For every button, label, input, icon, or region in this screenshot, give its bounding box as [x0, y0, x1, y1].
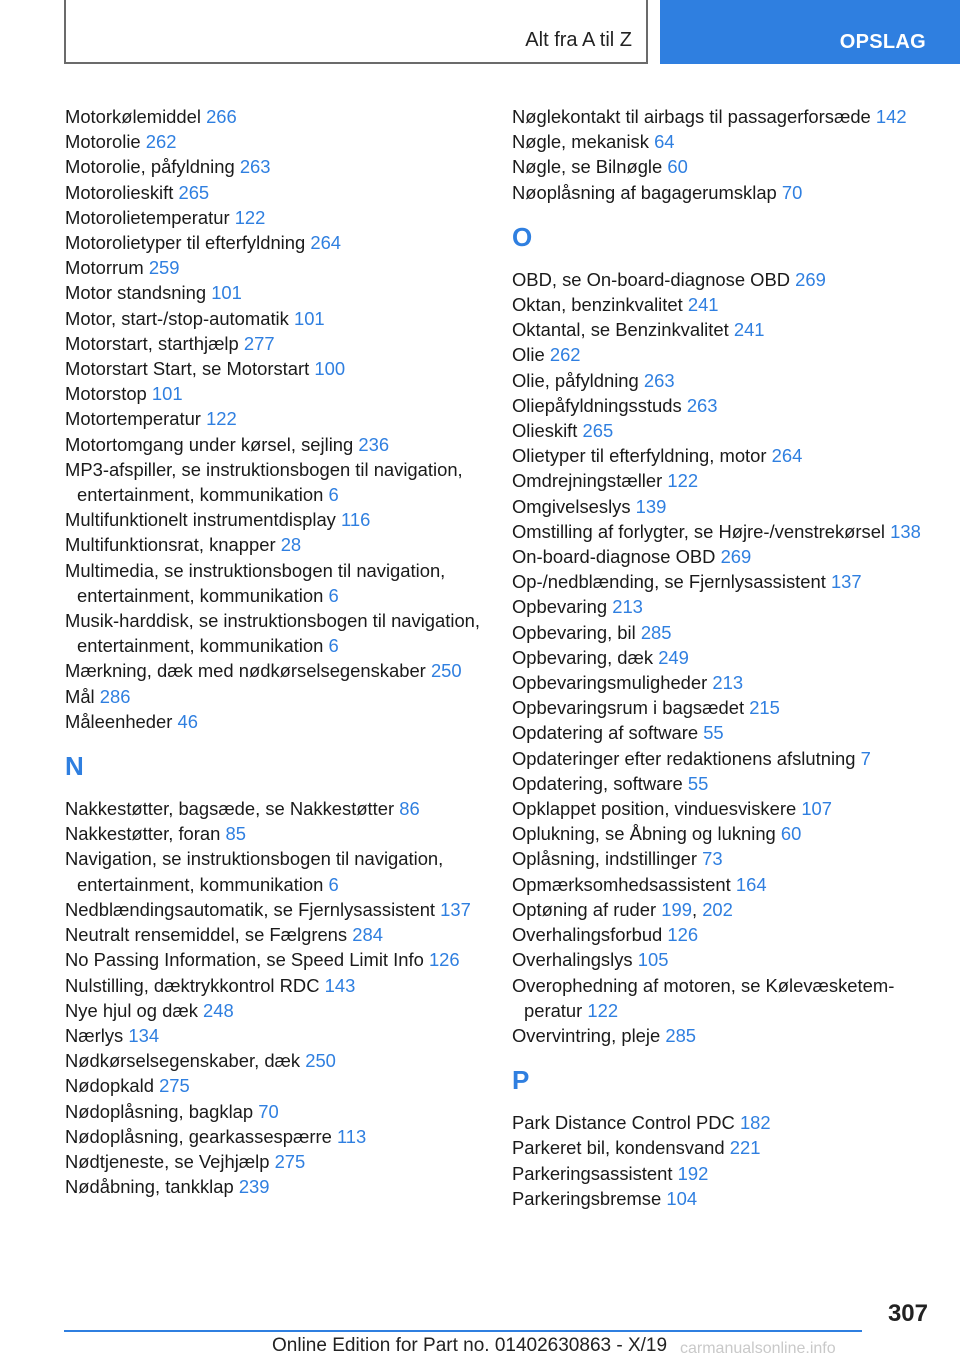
index-entry: [512, 645, 932, 670]
index-column-left: [65, 104, 485, 1199]
index-entry: [65, 1149, 485, 1174]
index-entry-text: Motorstart, starthjælp: [65, 332, 239, 354]
page-link[interactable]: 259: [148, 257, 180, 279]
page-link[interactable]: 134: [128, 1024, 160, 1046]
index-entry-text: Nøgle, mekanisk: [512, 131, 649, 153]
index-entry-text: Opdatering af software: [512, 722, 699, 744]
index-entry: Optøning af ruder 199, 202: [512, 898, 733, 920]
index-entry: [65, 406, 485, 431]
page-link[interactable]: 101: [211, 282, 242, 304]
index-entry-text: Olie, påfyldning: [512, 369, 639, 391]
index-entry: [65, 684, 485, 709]
page-link[interactable]: 104: [666, 1187, 698, 1209]
index-entry-text: Olietyper til efterfyldning, motor: [512, 445, 767, 467]
index-entry-text: Motorolietemperatur: [65, 206, 230, 228]
index-entry: [512, 129, 932, 154]
index-entry-text: No Passing Information, se Speed Limit Info: [65, 949, 424, 971]
index-entry: [65, 306, 485, 331]
page-link[interactable]: 73: [702, 848, 723, 870]
page-link[interactable]: 236: [358, 433, 390, 455]
index-entry-text: Motortemperatur: [65, 408, 201, 430]
index-entry-text: Park Distance Control PDC: [512, 1112, 735, 1134]
index-entry-text: Overhalingsforbud: [512, 924, 663, 946]
index-entry: [512, 670, 932, 695]
index-entry-text: Opbevaring: [512, 596, 608, 618]
index-entry: [65, 821, 485, 846]
page-link[interactable]: 285: [665, 1024, 697, 1046]
index-entry-text: Musik-harddisk, se instruktionsbogen til navigation, entertainment, kommunikation: [65, 610, 481, 657]
index-entry: [65, 897, 485, 922]
index-entry-text: Oplukning, se Åbning og lukning: [512, 823, 776, 845]
page-link[interactable]: 60: [667, 156, 688, 178]
index-entry-text: Parkeringsassistent: [512, 1162, 673, 1184]
page-link[interactable]: 269: [720, 546, 752, 568]
page-link[interactable]: 70: [258, 1100, 279, 1122]
page-link[interactable]: 182: [739, 1112, 771, 1134]
index-entry-text: Oliepåfyldningsstuds: [512, 394, 682, 416]
index-entry: [65, 104, 485, 129]
page-link[interactable]: 266: [206, 106, 237, 127]
page-link[interactable]: 139: [635, 495, 667, 517]
index-entry-text: Motorolietyper til efterfyldning: [65, 232, 306, 254]
index-entry: [65, 230, 485, 255]
page-link[interactable]: 138: [890, 520, 921, 542]
index-entry: [65, 205, 485, 230]
index-entry-text: Opbevaringsmuligheder: [512, 672, 708, 694]
page-link[interactable]: 213: [712, 672, 744, 694]
index-entry: [512, 267, 932, 292]
page-link[interactable]: 137: [440, 898, 471, 920]
index-entry: [65, 1048, 485, 1073]
index-entry: [512, 1135, 932, 1160]
index-entry: [512, 1023, 932, 1048]
page-link[interactable]: 116: [341, 509, 371, 531]
index-entry: [512, 771, 932, 796]
page-link[interactable]: 6: [328, 635, 339, 657]
page-link[interactable]: 263: [643, 369, 675, 391]
index-entry: [65, 658, 485, 683]
page-link[interactable]: 215: [749, 697, 780, 719]
index-entry-text: Multifunktionelt instrumentdisplay: [65, 509, 336, 531]
index-entry-text: Motorolie: [65, 131, 141, 153]
index-entry-text: Opmærksomhedsassistent: [512, 873, 731, 895]
index-entry-text: Nødtjeneste, se Vejhjælp: [65, 1150, 270, 1172]
index-entry: [512, 342, 932, 367]
section-letter: P: [512, 1065, 530, 1096]
index-entry: [512, 393, 932, 418]
index-entry-text: Nødåbning, tankklap: [65, 1176, 234, 1198]
index-entry-text: Omgivelseslys: [512, 495, 631, 517]
page-link[interactable]: 100: [314, 358, 346, 380]
index-entry: [65, 846, 485, 896]
index-entry: [512, 594, 932, 619]
index-entry-text: Olie: [512, 344, 545, 366]
section-letter: O: [512, 221, 533, 252]
index-entry: [65, 1099, 485, 1124]
index-entry: [65, 709, 485, 734]
page-link[interactable]: 286: [99, 685, 131, 707]
index-entry: [512, 1110, 932, 1135]
index-entry-text: Nakkestøtter, foran: [65, 823, 221, 845]
page-link[interactable]: 199: [661, 898, 692, 920]
index-entry: [512, 720, 932, 745]
index-entry-text: MP3-afspiller, se instruktionsbogen til navigation, entertainment, kommunikation: [65, 458, 463, 506]
index-entry-text: Måleenheder: [65, 710, 173, 732]
index-entry-text: OBD, se On-board-diagnose OBD: [512, 268, 791, 290]
index-entry-text: Motor, start-/stop-automatik: [65, 307, 289, 329]
section-letter: N: [65, 751, 84, 782]
watermark: carmanualsonline.info: [680, 1340, 836, 1357]
page-link[interactable]: 164: [735, 873, 767, 895]
index-entry: [65, 558, 485, 608]
page-number: 307: [887, 1300, 928, 1327]
index-entry: [65, 432, 485, 457]
page-link[interactable]: 262: [549, 344, 581, 366]
index-entry: [512, 317, 932, 342]
index-entry: [65, 608, 485, 658]
index-entry: [65, 180, 485, 205]
page-link[interactable]: 264: [310, 232, 342, 254]
page-link[interactable]: 60: [780, 823, 802, 845]
page-link[interactable]: 122: [667, 470, 699, 492]
index-entry: [65, 922, 485, 947]
page-link[interactable]: 101: [151, 383, 183, 405]
page-link[interactable]: 113: [336, 1125, 367, 1147]
index-entry: [512, 569, 932, 594]
index-entry-text: Op-/nedblænding, se Fjernlysassistent: [512, 571, 826, 593]
header-title: Alt fra A til Z: [525, 29, 632, 51]
index-entry-text: Omdrejningstæller: [512, 470, 663, 492]
index-entry-text: Motorolieskift: [65, 181, 174, 203]
page-link[interactable]: 285: [640, 621, 672, 643]
index-entry: [512, 368, 932, 393]
index-entry-text: Motor standsning: [65, 282, 207, 304]
index-entry: [65, 532, 485, 557]
page-link[interactable]: 265: [178, 181, 210, 203]
index-entry-text: Nulstilling, dæktrykkontrol RDC: [65, 974, 320, 996]
page-link[interactable]: 46: [177, 710, 198, 732]
index-entry: [65, 973, 485, 998]
page-link[interactable]: 263: [686, 394, 718, 416]
index-entry: [512, 1161, 932, 1186]
index-entry-text: Mærkning, dæk med nødkørselsegenskaber: [65, 660, 426, 682]
index-entry-text: Motorrum: [65, 257, 144, 279]
index-entry-text: Omstilling af forlygter, se Højre-/venstrekørsel: [512, 520, 886, 542]
index-entry-text: Nye hjul og dæk: [65, 999, 198, 1021]
index-entry-text: Olieskift: [512, 420, 578, 442]
page-link[interactable]: 284: [352, 924, 383, 946]
page-link[interactable]: 250: [305, 1050, 336, 1072]
page-link[interactable]: 241: [733, 319, 765, 341]
page-link[interactable]: 55: [703, 722, 724, 744]
index-entry-text: Nedblændingsautomatik, se Fjernlysassistent: [65, 898, 436, 920]
page-link[interactable]: 126: [428, 949, 460, 971]
index-entry-text: Optøning af ruder: [512, 898, 657, 920]
page-link[interactable]: 262: [145, 131, 177, 153]
index-entry: [512, 544, 932, 569]
index-entry: [65, 507, 485, 532]
index-entry: [512, 180, 932, 205]
header-tab-opslag[interactable]: [660, 0, 960, 64]
index-entry-text: Nødkørselsegenskaber, dæk: [65, 1050, 301, 1072]
index-entry: [512, 922, 932, 947]
page-link[interactable]: 250: [430, 660, 462, 682]
page-link[interactable]: 6: [328, 873, 339, 895]
page-link[interactable]: 277: [243, 332, 275, 354]
header-box: [64, 0, 648, 64]
page-link[interactable]: 248: [203, 999, 234, 1021]
index-entry: [512, 695, 932, 720]
index-entry-text: Nakkestøtter, bagsæde, se Nakkestøtter: [65, 798, 395, 820]
page-link[interactable]: 265: [582, 420, 614, 442]
index-entry: [65, 129, 485, 154]
page-link[interactable]: 64: [654, 131, 675, 153]
index-entry: [512, 796, 932, 821]
index-entry: [512, 620, 932, 645]
index-entry-text: Oktan, benzinkvalitet: [512, 294, 683, 316]
page-link[interactable]: 143: [324, 974, 356, 996]
index-entry: [65, 1073, 485, 1098]
index-entry: [65, 1174, 485, 1199]
index-entry-text: Nødopkald: [65, 1075, 154, 1097]
page-link[interactable]: 85: [225, 823, 246, 845]
index-entry: [65, 457, 485, 507]
index-entry-text: Opdateringer efter redaktionens afslutning: [512, 747, 856, 769]
page-link[interactable]: 7: [860, 747, 871, 769]
page-link[interactable]: 264: [771, 445, 803, 467]
index-entry-text: Nøgle, se Bilnøgle: [512, 156, 663, 178]
page-link[interactable]: 101: [293, 307, 325, 329]
index-entry-text: Oktantal, se Benzinkvalitet: [512, 319, 729, 341]
index-entry: [65, 998, 485, 1023]
page-link[interactable]: 142: [875, 106, 907, 127]
index-entry-text: Motorstart Start, se Motorstart: [65, 358, 310, 380]
index-entry-text: Multimedia, se instruktionsbogen til navigation, entertainment, kommunikation: [65, 559, 446, 606]
index-entry-text: Overvintring, pleje: [512, 1024, 661, 1046]
page-link[interactable]: 6: [328, 584, 339, 606]
index-entry-text: Mål: [65, 685, 95, 707]
page-link[interactable]: 122: [206, 408, 237, 430]
page-link[interactable]: 107: [801, 798, 833, 820]
page-link[interactable]: 239: [238, 1176, 270, 1198]
index-entry: [512, 468, 932, 493]
index-entry: [65, 154, 485, 179]
page-link[interactable]: 137: [830, 571, 862, 593]
index-entry: [512, 872, 932, 897]
index-entry: [65, 331, 485, 356]
page-link[interactable]: 28: [280, 534, 302, 556]
page-link[interactable]: 263: [239, 156, 271, 178]
index-entry: [65, 255, 485, 280]
index-entry-text: On-board-diagnose OBD: [512, 546, 716, 568]
index-entry-text: Oplåsning, indstillinger: [512, 848, 698, 870]
page-link[interactable]: 6: [328, 484, 339, 506]
index-entry: [512, 746, 932, 771]
page-link[interactable]: 275: [274, 1150, 306, 1172]
index-entry-text: Parkeringsbremse: [512, 1187, 662, 1209]
index-entry: [512, 1186, 932, 1211]
page-link[interactable]: 202: [702, 898, 733, 920]
index-entry-text: Nærlys: [65, 1024, 124, 1046]
page-link[interactable]: 213: [612, 596, 643, 618]
page-link[interactable]: 105: [637, 949, 669, 971]
index-entry-text: Nødoplåsning, gearkassespærre: [65, 1125, 332, 1147]
index-entry: [65, 280, 485, 305]
header-tab-label: OPSLAG: [839, 31, 926, 53]
index-entry: [65, 1124, 485, 1149]
index-column-right: [512, 104, 932, 1211]
page-link[interactable]: 192: [677, 1162, 709, 1184]
page-link[interactable]: 55: [687, 772, 709, 794]
index-entry: [512, 846, 932, 871]
index-entry-text: Parkeret bil, kondensvand: [512, 1137, 725, 1159]
page-link[interactable]: 70: [781, 181, 803, 203]
index-entry-text: Overhalingslys: [512, 949, 633, 971]
index-entry-text: Motorkølemiddel: [65, 106, 201, 127]
page-link[interactable]: 86: [399, 798, 420, 820]
page-link[interactable]: 269: [795, 268, 826, 290]
index-entry-text: Motorolie, påfyldning: [65, 156, 235, 178]
index-entry-text: Navigation, se instruktionsbogen til navigation, entertainment, kommunikation: [65, 848, 444, 895]
index-entry: [512, 973, 932, 1023]
index-entry: [65, 947, 485, 972]
index-entry: [65, 1023, 485, 1048]
page-link[interactable]: 249: [658, 646, 689, 668]
page-link[interactable]: 126: [667, 924, 699, 946]
footer-rule: [64, 1330, 862, 1332]
index-entry-text: Nøoplåsning af bagagerumsklap: [512, 181, 777, 203]
index-entry-text: Motorstop: [65, 383, 147, 405]
index-entry: [512, 821, 932, 846]
index-entry-text: Neutralt rensemiddel, se Fælgrens: [65, 924, 348, 946]
page-link[interactable]: 241: [687, 294, 719, 316]
index-entry: [512, 104, 932, 129]
index-entry: [65, 796, 485, 821]
index-entry-text: Nøglekontakt til airbags til passagerforsæde: [512, 106, 871, 127]
index-entry-text: Opklappet position, vinduesviskere: [512, 798, 797, 820]
page-link[interactable]: 221: [729, 1137, 761, 1159]
page-link[interactable]: 275: [159, 1075, 190, 1097]
index-entry: [65, 356, 485, 381]
index-entry: [512, 519, 932, 544]
page-link[interactable]: 122: [234, 206, 266, 228]
index-entry: [512, 947, 932, 972]
index-entry-text: Overophedning af motoren, se Kølevæsketemperatur: [512, 974, 895, 1021]
index-entry: [512, 154, 932, 179]
index-entry: [512, 443, 932, 468]
index-entry-text: Opbevaring, bil: [512, 621, 636, 643]
footer-edition-text: Online Edition for Part no. 01402630863 - X/19: [272, 1335, 668, 1356]
index-entry-text: Opbevaringsrum i bagsædet: [512, 697, 745, 719]
index-entry: [512, 292, 932, 317]
page-link[interactable]: 122: [587, 999, 619, 1021]
index-entry-text: Motortomgang under kørsel, sejling: [65, 433, 354, 455]
index-entry-text: Opbevaring, dæk: [512, 646, 654, 668]
index-entry: [512, 494, 932, 519]
index-entry-text: Nødoplåsning, bagklap: [65, 1100, 254, 1122]
index-entry: [65, 381, 485, 406]
index-entry-text: Opdatering, software: [512, 772, 683, 794]
index-entry: [512, 418, 932, 443]
index-entry-text: Multifunktionsrat, knapper: [65, 534, 276, 556]
